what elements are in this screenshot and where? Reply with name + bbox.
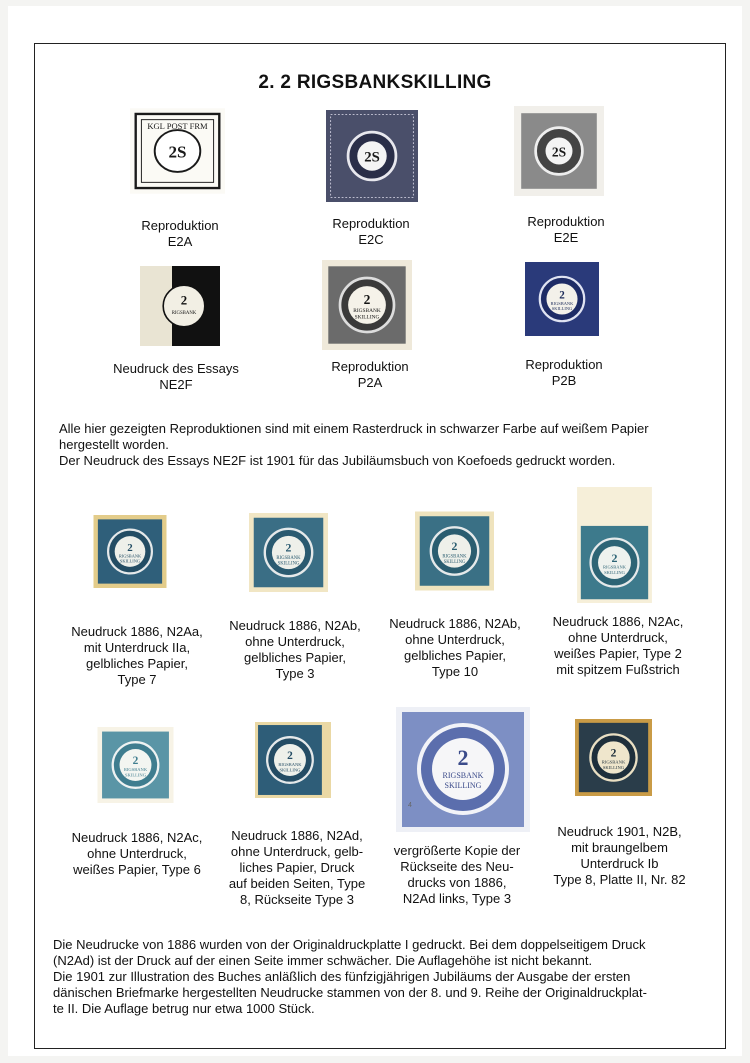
note-reprints-line2: (N2Ad) ist der Druck auf der einen Seite immer schwächer. Die Auflagehöhe ist nicht bekannt. xyxy=(53,953,593,968)
stamp-n2ab-t3-sub2: SKILLING xyxy=(277,561,300,567)
caption-n2ab-t3-line2: ohne Unterdruck, xyxy=(245,634,345,649)
caption-n2b-line3: Unterdruck Ib xyxy=(580,856,659,871)
stamp-e2c-value: 2S xyxy=(364,149,380,166)
caption-n2ad-enlarged xyxy=(372,843,542,907)
caption-n2b-line1: Neudruck 1901, N2B, xyxy=(557,824,682,839)
note-reprints-line4: dänischen Briefmarke hergestellten Neudrucke stammen von der 8. und 9. Reihe der Originaldruckplat- xyxy=(53,985,647,1000)
caption-n2ab-t10-line4: Type 10 xyxy=(431,664,479,679)
stamp-p2a xyxy=(322,260,412,350)
caption-e2e xyxy=(486,214,646,246)
caption-e2c-line2: E2C xyxy=(358,232,384,247)
caption-n2ab-t10-line1: Neudruck 1886, N2Ab, xyxy=(389,616,521,631)
stamp-p2b-sub1: RIGSBANK xyxy=(550,300,574,306)
note-reprints xyxy=(53,937,713,1017)
stamp-n2aa-sub2: SKILLING xyxy=(119,558,141,564)
stamp-n2ad-sub1: RIGSBANK xyxy=(278,762,302,768)
caption-e2c-line1: Reproduktion xyxy=(332,216,410,231)
caption-n2ad-line4: auf beiden Seiten, Type xyxy=(228,876,366,891)
stamp-n2ac-t2-sub2: SKILLING xyxy=(604,569,625,575)
caption-n2b-line2: mit braungelbem xyxy=(571,840,668,855)
stamp-n2b-value: 2 xyxy=(610,747,617,760)
caption-n2ab-t10 xyxy=(370,616,540,680)
caption-n2ac-t6-line3: weißes Papier, Type 6 xyxy=(73,862,201,877)
caption-n2ad-enlarged-line3: drucks von 1886, xyxy=(407,875,507,890)
stamp-n2ad-enlarged-mark: 4 xyxy=(408,802,412,809)
caption-n2ab-t10-line3: gelbliches Papier, xyxy=(404,648,506,663)
stamp-ne2f xyxy=(140,266,220,346)
stamp-e2a xyxy=(130,108,225,194)
stamp-e2a-band: KGL POST FRM xyxy=(147,121,208,132)
caption-n2aa xyxy=(52,624,222,688)
caption-n2ad-line5: 8, Rückseite Type 3 xyxy=(240,892,354,907)
caption-n2aa-line2: mit Unterdruck IIa, xyxy=(83,640,191,655)
caption-n2ac-t2-line1: Neudruck 1886, N2Ac, xyxy=(552,614,684,629)
stamp-p2b-value: 2 xyxy=(559,289,565,302)
stamp-n2ad-enlarged-sub2: SKILLING xyxy=(444,781,482,790)
caption-e2a xyxy=(100,218,260,250)
caption-p2b-line1: Reproduktion xyxy=(525,357,603,372)
page-title: 2. 2 RIGSBANKSKILLING xyxy=(258,72,492,93)
stamp-p2a-value: 2 xyxy=(363,292,371,308)
stamp-n2ab-t3-value: 2 xyxy=(285,540,292,555)
stamp-ne2f-sub1: RIGSBANK xyxy=(171,311,197,316)
stamp-n2aa xyxy=(92,515,168,588)
stamp-n2b-sub1: RIGSBANK xyxy=(601,759,626,765)
stamp-n2ac-t6 xyxy=(97,727,174,803)
caption-n2b xyxy=(532,824,707,888)
caption-n2ad-enlarged-line2: Rückseite des Neu- xyxy=(400,859,514,874)
stamp-e2c xyxy=(326,110,418,202)
note-reprints-line1: Die Neudrucke von 1886 wurden von der Originaldruckplatte I gedruckt. Bei dem doppelseitigem Druck xyxy=(53,937,646,952)
stamp-n2ac-t2-value: 2 xyxy=(611,550,618,565)
caption-n2ac-t2-line3: weißes Papier, Type 2 xyxy=(554,646,682,661)
stamp-p2b-sub2: SKILLING xyxy=(551,306,573,312)
stamp-n2b-sub2: SKILLING xyxy=(602,765,625,771)
stamp-ne2f-value: 2 xyxy=(180,293,188,308)
stamp-n2ac-t6-value: 2 xyxy=(132,755,139,768)
stamp-e2e-value: 2S xyxy=(551,144,567,160)
caption-ne2f xyxy=(96,361,256,393)
stamp-n2ac-t2 xyxy=(577,487,652,603)
caption-n2ab-t3-line1: Neudruck 1886, N2Ab, xyxy=(229,618,361,633)
caption-n2ad xyxy=(212,828,382,908)
caption-n2ab-t3-line4: Type 3 xyxy=(275,666,315,681)
caption-e2a-line2: E2A xyxy=(167,234,193,249)
stamp-n2ab-t10-sub2: SKILLING xyxy=(443,559,466,565)
caption-n2ac-t6-line1: Neudruck 1886, N2Ac, xyxy=(71,830,203,845)
caption-n2ad-line1: Neudruck 1886, N2Ad, xyxy=(231,828,363,843)
caption-n2ad-enlarged-line4: N2Ad links, Type 3 xyxy=(402,891,512,906)
stamp-n2ad-enlarged-sub1: RIGSBANK xyxy=(442,771,484,780)
stamp-n2ab-t10-value: 2 xyxy=(451,539,458,554)
caption-n2aa-line4: Type 7 xyxy=(117,672,157,687)
caption-n2ab-t3-line3: gelbliches Papier, xyxy=(244,650,346,665)
stamp-e2a-value: 2S xyxy=(168,142,187,162)
stamp-p2a-sub1: RIGSBANK xyxy=(353,308,381,315)
caption-ne2f-line1: Neudruck des Essays xyxy=(113,361,239,376)
caption-e2e-line1: Reproduktion xyxy=(527,214,605,229)
caption-n2ab-t3 xyxy=(210,618,380,682)
caption-p2b xyxy=(484,357,644,389)
stamp-n2ac-t2-sub1: RIGSBANK xyxy=(603,564,626,570)
stamp-e2e xyxy=(513,106,605,196)
note-reproductions-line3: Der Neudruck des Essays NE2F ist 1901 für das Jubiläumsbuch von Koefoeds gedruckt worden. xyxy=(59,453,616,468)
caption-n2aa-line3: gelbliches Papier, xyxy=(86,656,188,671)
caption-ne2f-line2: NE2F xyxy=(159,377,193,392)
note-reprints-line5: te II. Die Auflage betrug nur etwa 1000 Stück. xyxy=(53,1001,315,1016)
stamp-n2ab-t10-sub1: RIGSBANK xyxy=(442,554,467,560)
caption-n2ab-t10-line2: ohne Unterdruck, xyxy=(405,632,505,647)
note-reproductions xyxy=(59,421,709,469)
stamp-n2ad-enlarged-copy xyxy=(396,707,530,832)
caption-n2b-line4: Type 8, Platte II, Nr. 82 xyxy=(553,872,686,887)
caption-e2e-line2: E2E xyxy=(553,230,579,245)
stamp-n2ad-value: 2 xyxy=(287,750,293,763)
stamp-n2aa-value: 2 xyxy=(127,541,133,554)
caption-p2a-line1: Reproduktion xyxy=(331,359,409,374)
stamp-n2ad-enlarged-value: 2 xyxy=(457,745,469,770)
caption-n2ac-t2 xyxy=(533,614,703,678)
stamp-n2ab-t3 xyxy=(249,513,328,592)
caption-e2a-line1: Reproduktion xyxy=(141,218,219,233)
stamp-n2ad-sub2: SKILLING xyxy=(279,767,301,773)
caption-n2ac-t6 xyxy=(52,830,222,878)
stamp-p2b xyxy=(525,262,599,336)
caption-n2ac-t6-line2: ohne Unterdruck, xyxy=(87,846,187,861)
caption-n2ad-line2: ohne Unterdruck, gelb- xyxy=(230,844,364,859)
stamp-n2ab-t10 xyxy=(415,511,494,591)
stamp-n2ad xyxy=(255,722,331,798)
caption-p2a xyxy=(290,359,450,391)
caption-n2ad-enlarged-line1: vergrößerte Kopie der xyxy=(393,843,521,858)
stamp-n2ab-t3-sub1: RIGSBANK xyxy=(276,555,301,561)
caption-p2a-line2: P2A xyxy=(357,375,383,390)
caption-n2aa-line1: Neudruck 1886, N2Aa, xyxy=(71,624,203,639)
stamp-p2a-sub2: SKILLING xyxy=(354,314,380,321)
stamp-n2ac-t6-sub1: RIGSBANK xyxy=(123,767,148,773)
caption-n2ad-line3: liches Papier, Druck xyxy=(239,860,355,875)
caption-n2ac-t2-line2: ohne Unterdruck, xyxy=(568,630,668,645)
note-reproductions-line1: Alle hier gezeigten Reproduktionen sind mit einem Rasterdruck in schwarzer Farbe auf weißem Papier xyxy=(59,421,649,436)
note-reprints-line3: Die 1901 zur Illustration des Buches anläßlich des fünfzigjährigen Jubiläums der Ausgabe der ersten xyxy=(53,969,631,984)
caption-n2ac-t2-line4: mit spitzem Fußstrich xyxy=(556,662,680,677)
note-reproductions-line2: hergestellt worden. xyxy=(59,437,169,452)
stamp-n2ac-t6-sub2: SKILLING xyxy=(125,772,146,778)
caption-p2b-line2: P2B xyxy=(551,373,577,388)
stamp-n2b xyxy=(574,719,653,796)
stamp-n2aa-sub1: RIGSBANK xyxy=(118,553,142,559)
caption-e2c xyxy=(291,216,451,248)
